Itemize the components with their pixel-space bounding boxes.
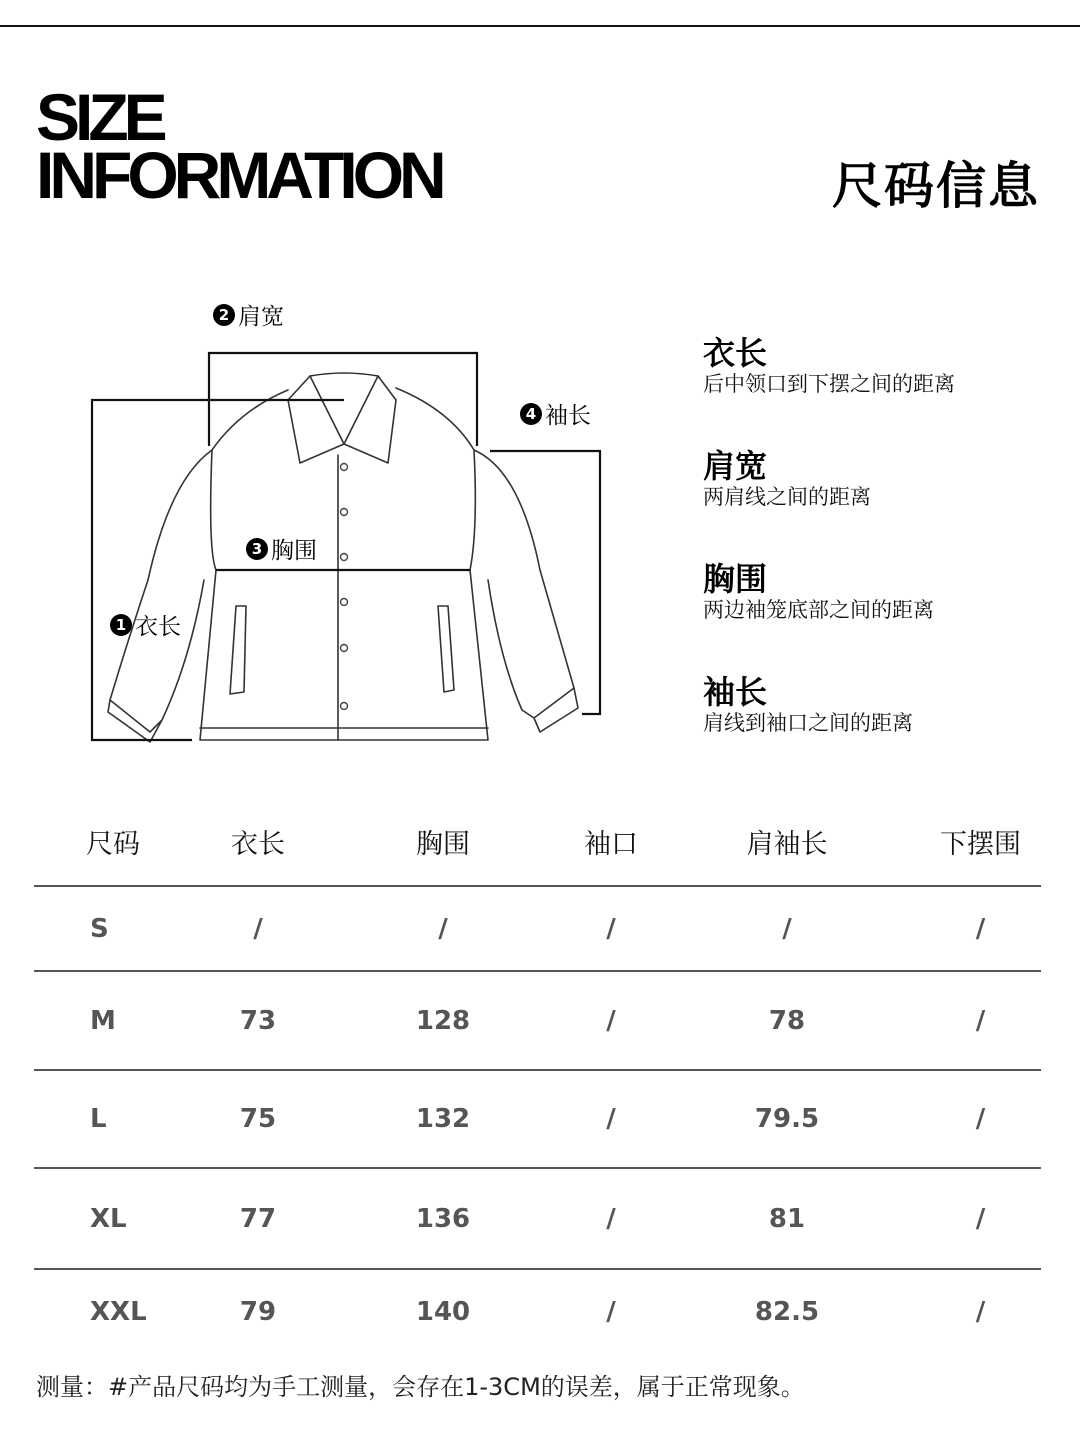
legend-item-chest: 胸围 两边袖笼底部之间的距离 (703, 560, 934, 622)
label-length: 1 衣长 (110, 608, 181, 641)
title-line-1: SIZE (36, 80, 163, 154)
left-sleeve (110, 450, 212, 732)
label-sleeve: 4 袖长 (520, 397, 591, 430)
collar-back (310, 373, 378, 376)
measurement-note: 测量：#产品尺码均为手工测量，会存在1-3CM的误差，属于正常现象。 (36, 1373, 805, 1401)
size-table (34, 798, 1041, 1354)
right-pocket (438, 606, 454, 692)
number-4-icon: 4 (520, 403, 542, 425)
table-row: S / / / / / (34, 887, 1041, 972)
jacket-illustration (0, 280, 660, 760)
buttons (341, 464, 348, 710)
right-sleeve (474, 450, 574, 718)
header-cuff: 袖口 (584, 829, 638, 860)
left-pocket (230, 606, 246, 694)
title-english (36, 80, 442, 212)
table-row: XL 77 136 / 81 / (34, 1169, 1041, 1270)
header-hem: 下摆围 (940, 829, 1021, 860)
table-row: XXL 79 140 / 82.5 / (90, 1297, 986, 1327)
legend-item-shoulder: 肩宽 两肩线之间的距离 (703, 447, 871, 509)
label-chest: 3 胸围 (246, 532, 317, 565)
header-length: 衣长 (231, 829, 285, 860)
table-row: M 73 128 / 78 / (34, 972, 1041, 1071)
jacket-diagram (0, 280, 660, 760)
sleeve-bracket (490, 451, 600, 714)
measurement-legend (703, 335, 1063, 787)
number-3-icon: 3 (246, 538, 268, 560)
legend-item-length: 衣长 后中领口到下摆之间的距离 (703, 334, 955, 396)
header-size: 尺码 (86, 829, 140, 860)
legend-item-sleeve: 袖长 肩线到袖口之间的距离 (703, 673, 913, 735)
right-cuff (534, 688, 578, 732)
number-2-icon: 2 (213, 304, 235, 326)
table-row: L 75 132 / 79.5 / (34, 1071, 1041, 1169)
title-chinese: 尺码信息 (832, 157, 1040, 215)
header-shoulder-sleeve: 肩袖长 (746, 829, 828, 860)
header-chest: 胸围 (416, 829, 470, 860)
label-shoulder: 2 肩宽 (213, 298, 284, 331)
number-1-icon: 1 (110, 614, 132, 636)
collar-right (344, 376, 396, 463)
body-outline (200, 388, 488, 740)
top-divider (0, 25, 1080, 27)
collar-left (288, 376, 344, 463)
table-header (34, 798, 1041, 887)
title-line-2: INFORMATION (36, 138, 442, 212)
